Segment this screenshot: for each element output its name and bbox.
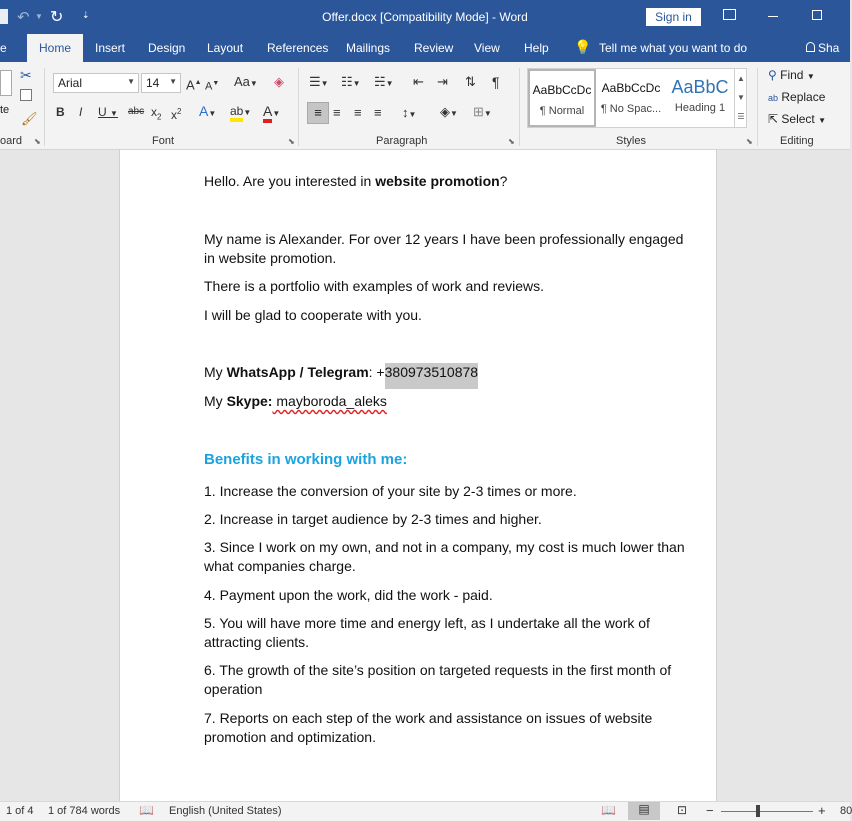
paragraph-greeting — [204, 172, 694, 191]
paragraph-cooperate: I will be glad to cooperate with you. — [204, 307, 422, 323]
text-run-bold: website promotion — [375, 173, 500, 189]
font-name-combo[interactable] — [53, 73, 139, 93]
find-label: Find — [780, 68, 804, 82]
text-run: My — [204, 393, 227, 409]
zoom-slider-thumb[interactable] — [756, 805, 760, 817]
search-icon: ⚲ — [768, 68, 777, 82]
text-run-bold: Skype: — [226, 393, 273, 409]
divider — [757, 68, 758, 146]
language-indicator[interactable]: English (United States) — [169, 805, 282, 817]
clipboard-launcher-icon[interactable]: ⬊ — [34, 137, 41, 146]
tab-mailings[interactable]: Mailings — [346, 41, 391, 55]
find-button[interactable]: ⚲ Find ▼ — [768, 68, 815, 82]
zoom-out-icon[interactable]: − — [706, 803, 714, 818]
tab-insert[interactable]: Insert — [95, 41, 126, 55]
ribbon-display-options-icon[interactable] — [723, 9, 736, 20]
styles-gallery — [527, 68, 747, 128]
list-item: 3. Since I work on my own, and not in a company, my cost is much lower than what companies charge. — [204, 539, 685, 574]
copy-icon[interactable] — [20, 89, 32, 101]
change-case-label: Aa — [234, 74, 250, 89]
text-run: Hello. Are you interested in — [204, 173, 376, 189]
page-count[interactable]: 1 of 4 — [6, 805, 34, 817]
grow-font-icon[interactable]: A▲ — [186, 77, 202, 93]
text-run-bold: WhatsApp / Telegram — [226, 364, 369, 380]
style-name: Heading 1 — [674, 102, 726, 114]
shading-icon[interactable]: ◈▼ — [440, 104, 458, 119]
tab-review[interactable]: Review — [414, 41, 454, 55]
borders-icon[interactable]: ⊞▼ — [473, 104, 492, 119]
tab-help[interactable]: Help — [524, 41, 549, 55]
list-item: 7. Reports on each step of the work and assistance on issues of website promotion and optimization. — [204, 710, 653, 745]
read-mode-icon[interactable]: 📖 — [601, 803, 616, 817]
multilevel-list-icon[interactable]: ☵▼ — [374, 74, 394, 89]
status-bar — [0, 801, 850, 821]
select-label: Select — [781, 112, 815, 126]
format-painter-icon[interactable]: 🖌 — [21, 111, 38, 126]
benefits-heading: Benefits in working with me: — [204, 451, 408, 468]
styles-scroll[interactable]: ▲ ▼ ☰ — [734, 69, 747, 127]
replace-button[interactable] — [768, 90, 825, 104]
zoom-in-icon[interactable]: + — [818, 803, 826, 818]
divider — [44, 68, 45, 146]
paragraph-launcher-icon[interactable]: ⬊ — [508, 137, 515, 146]
superscript-icon[interactable]: $x^2$ — [171, 107, 182, 122]
save-icon[interactable] — [0, 9, 8, 24]
highlight-icon[interactable]: ab▼ — [230, 102, 251, 122]
tab-design[interactable]: Design — [148, 41, 186, 55]
skype-handle: mayboroda_aleks — [272, 393, 387, 409]
tell-me-search[interactable]: Tell me what you want to do — [599, 41, 748, 55]
share-button[interactable]: Sha — [818, 41, 840, 55]
numbering-icon[interactable]: ☷▼ — [341, 74, 361, 89]
subscript-icon[interactable]: $x_2$ — [151, 105, 162, 122]
undo-icon[interactable]: ↶ — [17, 9, 30, 26]
lightbulb-icon[interactable]: 💡 — [574, 39, 592, 55]
strikethrough-icon[interactable]: abc — [128, 106, 145, 117]
share-icon[interactable] — [806, 42, 815, 52]
editing-group-label: Editing — [780, 135, 814, 147]
styles-launcher-icon[interactable]: ⬊ — [746, 137, 753, 146]
paragraph-portfolio: There is a portfolio with examples of work and reviews. — [204, 278, 545, 294]
text-run: : + — [368, 364, 385, 380]
paragraph-whatsapp — [204, 363, 694, 392]
style-name: ¶ No Spac... — [600, 103, 662, 115]
list-item: 2. Increase in target audience by 2-3 times and higher. — [204, 511, 542, 527]
style-heading-1[interactable] — [666, 69, 734, 127]
font-group-label: Font — [152, 135, 175, 147]
increase-indent-icon[interactable]: ⇥ — [437, 74, 448, 89]
replace-icon: ab — [768, 93, 779, 103]
customize-toolbar-icon[interactable]: ⇣ — [82, 10, 90, 20]
list-item: 6. The growth of the site’s position on targeted requests in the first month of operation — [204, 662, 672, 697]
print-layout-icon[interactable]: ▤ — [628, 802, 660, 820]
list-item: 1. Increase the conversion of your site by 2-3 times or more. — [204, 483, 577, 499]
minimize-icon[interactable] — [768, 16, 778, 17]
tab-references[interactable]: References — [267, 41, 329, 55]
show-formatting-icon[interactable]: ¶ — [492, 74, 500, 90]
clipboard-group-label: oard — [0, 135, 23, 147]
font-launcher-icon[interactable]: ⬊ — [288, 137, 295, 146]
align-left-icon[interactable]: ≡ — [307, 102, 329, 124]
align-center-icon[interactable]: ≡ — [333, 105, 341, 120]
change-case-button[interactable]: Aa▼ — [234, 74, 258, 89]
shrink-font-icon[interactable]: A▼ — [205, 80, 220, 93]
zoom-level[interactable]: 80 — [840, 805, 852, 817]
paragraph-intro: My name is Alexander. For over 12 years I have been professionally engaged in website promotion. — [204, 231, 684, 266]
title-bar — [0, 0, 850, 34]
tab-file[interactable]: e — [0, 41, 7, 55]
italic-icon[interactable]: I — [79, 105, 83, 119]
ribbon — [0, 62, 850, 150]
chevron-down-icon: ▼ — [127, 77, 135, 86]
list-item: 5. You will have more time and energy left, as I undertake all the work of attracting clients. — [204, 615, 650, 650]
text-run: My — [204, 364, 227, 380]
style-normal[interactable] — [528, 69, 596, 127]
tab-layout[interactable]: Layout — [207, 41, 244, 55]
text-run: ? — [499, 173, 508, 189]
word-count[interactable]: 1 of 784 words — [48, 805, 121, 817]
font-size-combo[interactable] — [141, 73, 181, 93]
styles-group-label: Styles — [616, 135, 646, 147]
clear-formatting-icon[interactable]: ◈ — [274, 74, 284, 89]
text-effects-icon[interactable]: A▼ — [199, 103, 217, 119]
undo-dropdown-icon[interactable]: ▼ — [35, 12, 43, 21]
style-preview: AaBbCcDc — [532, 83, 592, 97]
tab-home[interactable]: Home — [27, 34, 83, 62]
cursor-icon: ⇱ — [768, 112, 779, 126]
font-name-value: Arial — [58, 76, 83, 90]
sign-in-button[interactable]: Sign in — [646, 8, 701, 26]
bullets-icon[interactable]: ☰▼ — [309, 74, 329, 89]
web-layout-icon[interactable]: ⊡ — [677, 803, 688, 817]
style-name: ¶ Normal — [539, 105, 585, 117]
underline-icon[interactable]: U ▼ — [98, 105, 118, 119]
style-preview: AaBbCcDc — [601, 81, 661, 95]
maximize-icon[interactable] — [812, 10, 822, 20]
paste-label[interactable]: te — [0, 104, 10, 116]
paste-icon[interactable] — [0, 70, 12, 96]
window-title: Offer.docx [Compatibility Mode] - Word — [322, 10, 528, 24]
font-color-icon[interactable]: A▼ — [263, 102, 280, 123]
align-right-icon[interactable]: ≡ — [354, 105, 362, 120]
paragraph-skype — [204, 392, 694, 411]
select-button[interactable]: ⇱ Select ▼ — [768, 112, 827, 126]
redo-icon[interactable]: ↻ — [50, 9, 64, 26]
decrease-indent-icon[interactable]: ⇤ — [413, 74, 424, 89]
justify-icon[interactable]: ≡ — [374, 105, 382, 120]
zoom-slider-track[interactable] — [721, 811, 813, 812]
list-item: 4. Payment upon the work, did the work - paid. — [204, 587, 493, 603]
ribbon-tabs — [0, 34, 850, 62]
divider — [298, 68, 299, 146]
sort-icon[interactable]: ⇅ — [465, 74, 476, 89]
font-size-value: 14 — [146, 76, 160, 90]
style-no-spacing[interactable] — [597, 69, 665, 127]
document-page[interactable] — [119, 150, 717, 801]
cut-icon[interactable]: ✂ — [20, 67, 32, 83]
divider — [519, 68, 520, 146]
bold-icon[interactable]: B — [56, 105, 65, 119]
tab-view[interactable]: View — [474, 41, 500, 55]
paragraph-group-label: Paragraph — [376, 135, 428, 147]
style-preview: AaBbC — [671, 77, 729, 97]
replace-label: Replace — [781, 90, 826, 104]
line-spacing-icon[interactable]: ↕▼ — [402, 105, 417, 120]
phone-number: 380973510878 — [385, 363, 478, 389]
chevron-down-icon: ▼ — [169, 77, 177, 86]
proofing-icon[interactable]: 📖 — [139, 803, 154, 817]
